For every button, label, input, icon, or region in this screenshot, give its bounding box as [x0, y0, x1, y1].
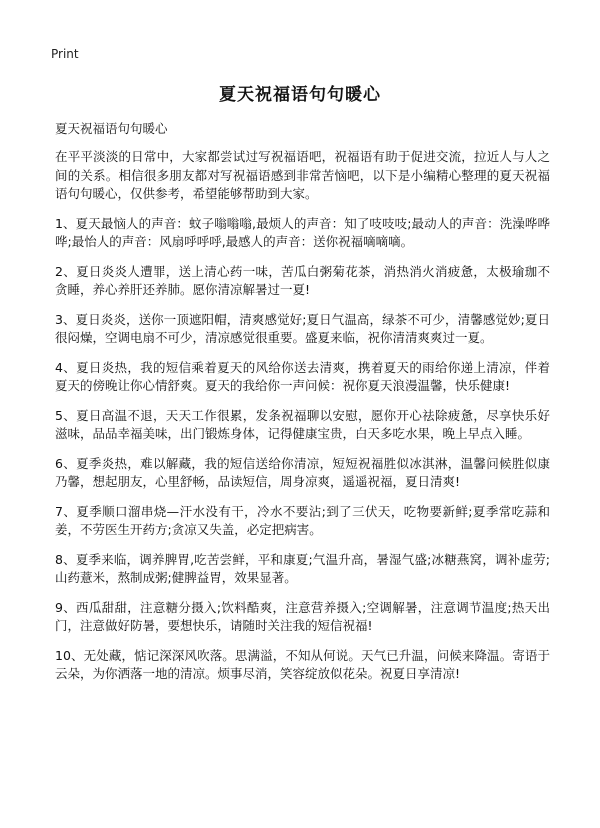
blessing-item-2: 2、夏日炎炎人遭罪，送上清心药一味，苦瓜白粥菊花茶，消热消火消疲惫，太极瑜珈不贪睡，养心养肝还养肺。愿你清凉解暑过一夏!	[55, 263, 550, 297]
print-link[interactable]: Print	[51, 47, 79, 61]
intro-paragraph: 在平平淡淡的日常中，大家都尝试过写祝福语吧，祝福语有助于促进交流，拉近人与人之间的关系。相信很多朋友都对写祝福语感到非常苦恼吧，以下是小编精心整理的夏天祝福语句句暖心，仅供参考，希望能够帮助到大家。	[55, 149, 550, 201]
document-subtitle: 夏天祝福语句句暖心	[55, 121, 168, 136]
blessing-item-7: 7、夏季顺口溜串烧—汗水没有干，冷水不要沾;到了三伏天，吃物要新鲜;夏季常吃蒜和姜，不劳医生开药方;贪凉又失盖，必定把病害。	[55, 503, 550, 537]
blessing-item-9: 9、西瓜甜甜，注意糖分摄入;饮料酷爽，注意营养摄入;空调解暑，注意调节温度;热天出门，注意做好防暑，要想快乐，请随时关注我的短信祝福!	[55, 599, 550, 633]
blessing-item-3: 3、夏日炎炎，送你一顶遮阳帽，清爽感觉好;夏日气温高，绿茶不可少，清馨感觉妙;夏日很闷燥，空调电扇不可少，清凉感觉很重要。盛夏来临，祝你清清爽爽过一夏。	[55, 311, 550, 345]
blessing-item-5: 5、夏日高温不退，天天工作很累，发条祝福聊以安慰，愿你开心祛除疲惫，尽享快乐好滋味，品品幸福美味，出门锻炼身体，记得健康宝贵，白天多吃水果，晚上早点入睡。	[55, 407, 550, 441]
document-title: 夏天祝福语句句暖心	[219, 85, 381, 105]
blessing-item-8: 8、夏季来临，调养脾胃,吃苦尝鲜，平和康夏;气温升高，暑湿气盛;冰糖燕窝，调补虚劳;山药薏米，熬制成粥;健脾益胃，效果显著。	[55, 551, 550, 585]
document-body	[55, 120, 550, 695]
blessing-item-10: 10、无处藏，惦记深深风吹落。思满溢，不知从何说。天气已升温，问候来降温。寄语于云朵，为你洒落一地的清凉。烦事尽消，笑容绽放似花朵。祝夏日享清凉!	[55, 647, 550, 681]
blessing-item-4: 4、夏日炎热，我的短信乘着夏天的风给你送去清爽，携着夏天的雨给你递上清凉，伴着夏天的傍晚让你心情舒爽。夏天的我给你一声问候：祝你夏天浪漫温馨，快乐健康!	[55, 359, 550, 393]
blessing-item-1: 1、夏天最恼人的声音：蚊子嗡嗡嗡,最烦人的声音：知了吱吱吱;最动人的声音：洗澡哗哗哗;最怡人的声音：风扇呼呼呼,最感人的声音：送你祝福嘀嘀嘀。	[55, 215, 550, 249]
blessing-item-6: 6、夏季炎热，难以解藏，我的短信送给你清凉，短短祝福胜似冰淇淋，温馨问候胜似康乃馨，想起朋友，心里舒畅，品读短信，周身凉爽，遥遥祝福，夏日清爽!	[55, 455, 550, 489]
